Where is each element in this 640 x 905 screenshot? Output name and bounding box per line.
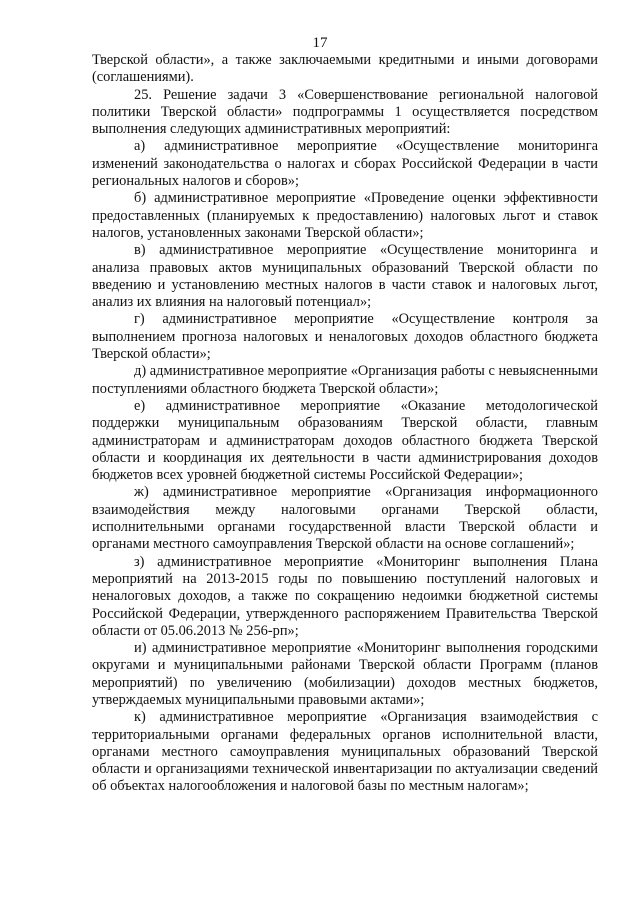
page-number: 17 (312, 35, 328, 51)
document-body (92, 52, 598, 796)
paragraph-item-k: к) административное мероприятие «Организация взаимодействия с территориальными органами федеральных органов исполнительной власти, органами местного самоуправления муниципальных образований Тверской области и организациями технической инвентаризации по актуализации сведений об объектах налогообложения и налоговой базы по местным налогам»; (92, 709, 598, 795)
paragraph-item-zh: ж) административное мероприятие «Организация информационного взаимодействия между налоговыми органами Тверской области, исполнительными органами государственной власти Тверской области и органами местного самоуправления Тверской области на основе соглашений»; (92, 484, 598, 553)
paragraph-item-a: а) административное мероприятие «Осуществление мониторинга изменений законодательства о налогах и сборах Российской Федерации в части региональных налогов и сборов»; (92, 138, 598, 190)
paragraph-item-z: з) административное мероприятие «Мониторинг выполнения Плана мероприятий на 2013-2015 годы по повышению поступлений налоговых и неналоговых доходов, а также по сокращению недоимки бюджетной системы Российской Федерации, утвержденного распоряжением Правительства Тверской области от 05.06.2013 № 256-рп»; (92, 553, 598, 639)
paragraph-item-e: е) административное мероприятие «Оказание методологической поддержки муниципальным образованиям Тверской области, главным администраторам и администраторам доходов областного бюджета Тверской области и координация их деятельности в части администрирования доходов бюджетов всех уровней бюджетной системы Российской Федерации»; (92, 397, 598, 484)
paragraph-item-v: в) административное мероприятие «Осуществление мониторинга и анализа правовых актов муниципальных образований Тверской области по введению и установлению местных налогов в части ставок и налоговых льгот, анализ их влияния на налоговый потенциал»; (92, 242, 598, 311)
paragraph-item-g: г) административное мероприятие «Осуществление контроля за выполнением прогноза налоговых и неналоговых доходов областного бюджета Тверской области»; (92, 311, 598, 363)
paragraph-item-i: и) административное мероприятие «Мониторинг выполнения городскими округами и муниципальными районами Тверской области Программ (планов мероприятий) по увеличению (мобилизации) доходов местных бюджетов, утверждаемых муниципальными правовыми актами»; (92, 640, 598, 708)
paragraph-item-b: б) административное мероприятие «Проведение оценки эффективности предоставленных (планируемых к предоставлению) налоговых льгот и ставок налогов, установленных законами Тверской области»; (92, 190, 598, 241)
paragraph-item-25: 25. Решение задачи 3 «Совершенствование региональной налоговой политики Тверской области» подпрограммы 1 осуществляется посредством выполнения следующих административных мероприятий: (92, 86, 598, 138)
paragraph-item-d: д) административное мероприятие «Организация работы с невыясненными поступлениями областного бюджета Тверской области»; (92, 363, 598, 397)
paragraph-continuation: Тверской области», а также заключаемыми кредитными и иными договорами (соглашениями). (92, 52, 598, 86)
